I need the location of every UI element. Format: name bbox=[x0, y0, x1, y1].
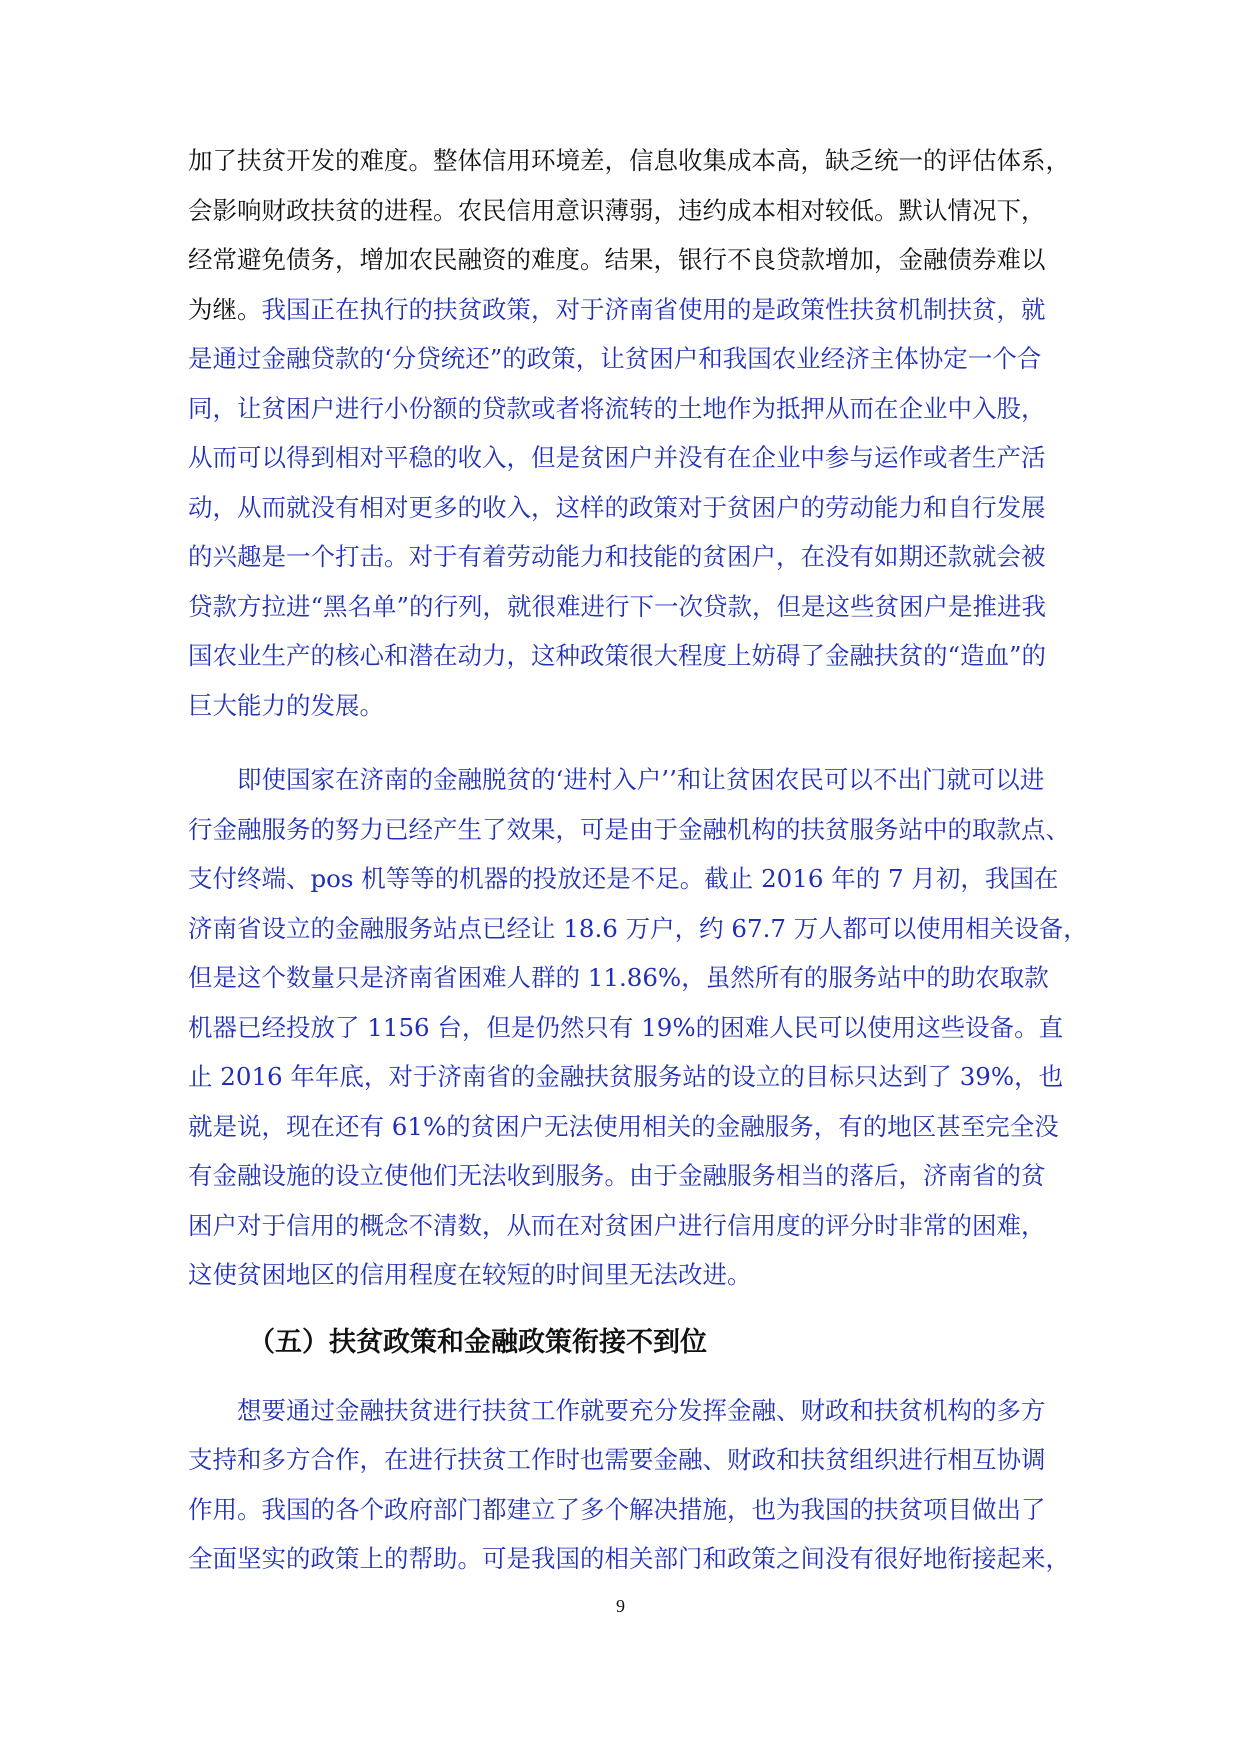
paragraph-line: 行金融服务的努力已经产生了效果，可是由于金融机构的扶贫服务站中的取款点、 bbox=[188, 814, 1070, 844]
paragraph-line-first: 想要通过金融扶贫进行扶贫工作就要充分发挥金融、财政和扶贫机构的多方 bbox=[237, 1395, 1046, 1425]
paragraph-line: 支付终端、pos 机等等的机器的投放还是不足。截止 2016 年的 7 月初，我国在 bbox=[188, 864, 1059, 893]
paragraph-line: 同，让贫困户进行小份额的贷款或者将流转的土地作为抵押从而在企业中入股， bbox=[188, 393, 1046, 423]
paragraph-2 bbox=[188, 755, 1088, 1300]
paragraph-line: 但是这个数量只是济南省困难人群的 11.86%，虽然所有的服务站中的助农取款 bbox=[188, 963, 1049, 992]
paragraph-line: 作用。我国的各个政府部门都建立了多个解决措施，也为我国的扶贫项目做出了 bbox=[188, 1494, 1046, 1524]
paragraph-3 bbox=[188, 1386, 1070, 1584]
paragraph-line: 机器已经投放了 1156 台，但是仍然只有 19%的困难人民可以使用这些设备。直 bbox=[188, 1012, 1064, 1042]
paragraph-line: 困户对于信用的概念不清数，从而在对贫困户进行信用度的评分时非常的困难， bbox=[188, 1210, 1046, 1240]
paragraph-line: 有金融设施的设立使他们无法收到服务。由于金融服务相当的落后，济南省的贫 bbox=[188, 1161, 1046, 1190]
paragraph-line-mixed bbox=[188, 285, 1058, 335]
paragraph-line-first: 即使国家在济南的金融脱贫的‘进村入户’’和让贫困农民可以不出门就可以进 bbox=[237, 765, 1045, 794]
paragraph-line: 这使贫困地区的信用程度在较短的时间里无法改进。 bbox=[188, 1260, 752, 1289]
paragraph-line: 动，从而就没有相对更多的收入，这样的政策对于贫困户的劳动能力和自行发展 bbox=[188, 492, 1046, 522]
paragraph-line: 贷款方拉进“黑名单”的行列，就很难进行下一次贷款，但是这些贫困户是推进我 bbox=[188, 591, 1047, 621]
paragraph-line: 支持和多方合作，在进行扶贫工作时也需要金融、财政和扶贫组织进行相互协调 bbox=[188, 1445, 1046, 1474]
paragraph-line: 是通过金融贷款的‘分贷统还”的政策，让贫困户和我国农业经济主体协定一个合 bbox=[188, 344, 1042, 373]
paragraph-line: 就是说，现在还有 61%的贫困户无法使用相关的金融服务，有的地区甚至完全没 bbox=[188, 1111, 1059, 1141]
paragraph-line: 止 2016 年年底，对于济南省的金融扶贫服务站的设立的目标只达到了 39%，也 bbox=[188, 1062, 1064, 1091]
paragraph-line: 会影响财政扶贫的进程。农民信用意识薄弱，违约成本相对较低。默认情况下， bbox=[188, 195, 1046, 225]
page-body bbox=[188, 136, 1088, 1584]
paragraph-line: 全面坚实的政策上的帮助。可是我国的相关部门和政策之间没有很好地衔接起来， bbox=[188, 1544, 1070, 1573]
paragraph-line: 国农业生产的核心和潜在动力，这种政策很大程度上妨碍了金融扶贫的“造血”的 bbox=[188, 641, 1047, 670]
paragraph-line: 巨大能力的发展。 bbox=[188, 690, 384, 720]
page-number: 9 bbox=[616, 1596, 625, 1616]
paragraph-line: 从而可以得到相对平稳的收入，但是贫困户并没有在企业中参与运作或者生产活 bbox=[188, 443, 1046, 472]
paragraph-line: 经常避免债务，增加农民融资的难度。结果，银行不良贷款增加，金融债券难以 bbox=[188, 245, 1046, 274]
paragraph-line: 加了扶贫开发的难度。整体信用环境差，信息收集成本高，缺乏统一的评估体系， bbox=[188, 146, 1070, 175]
paragraph-line: 的兴趣是一个打击。对于有着劳动能力和技能的贫困户，在没有如期还款就会被 bbox=[188, 542, 1046, 571]
text-run-blue: 我国正在执行的扶贫政策，对于济南省使用的是政策性扶贫机制扶贫，就 bbox=[261, 294, 1046, 324]
paragraph-1 bbox=[188, 136, 1070, 730]
section-heading: （五）扶贫政策和金融政策衔接不到位 bbox=[248, 1326, 707, 1358]
paragraph-line: 济南省设立的金融服务站点已经让 18.6 万户，约 67.7 万人都可以使用相关设备， bbox=[188, 913, 1088, 943]
paragraph-spacer bbox=[188, 730, 1058, 755]
text-run-black: 为继。 bbox=[188, 294, 262, 324]
